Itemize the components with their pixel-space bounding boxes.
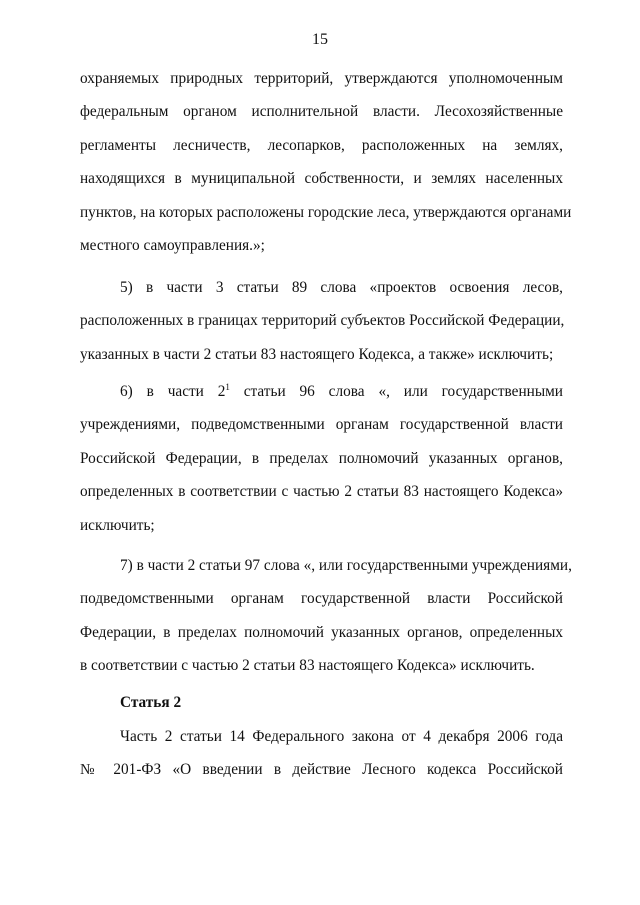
- text-line: Российской Федерации, в пределах полномочий указанных органов,: [80, 449, 563, 467]
- text-line: находящихся в муниципальной собственности, и землях населенных: [80, 170, 563, 188]
- text-line: охраняемых природных территорий, утверждаются уполномоченным: [80, 70, 563, 87]
- paragraph-article-2: [80, 720, 563, 787]
- text-line: 7) в части 2 статьи 97 слова «, или государственными учреждениями,: [120, 557, 572, 574]
- text-line: Часть 2 статьи 14 Федерального закона от 4 декабря 2006 года: [120, 728, 563, 745]
- page-number: 15: [312, 31, 328, 48]
- text-line: 5) в части 3 статьи 89 слова «проектов освоения лесов,: [120, 279, 563, 296]
- text-line: № 201-ФЗ «О введении в действие Лесного кодекса Российской: [80, 761, 563, 779]
- paragraph-continuation: [80, 62, 572, 262]
- text-line: подведомственными органам государственной власти Российской: [80, 590, 563, 608]
- text-line: расположенных в границах территорий субъектов Российской Федерации,: [80, 312, 565, 330]
- text-fragment: 6) в части 2: [120, 383, 226, 400]
- text-line: Федерации, в пределах полномочий указанных органов, определенных: [80, 623, 563, 641]
- superscript: 1: [225, 382, 230, 392]
- article-heading: [80, 686, 563, 719]
- text-line: [80, 375, 563, 408]
- article-title: Статья 2: [120, 694, 182, 711]
- text-line: исключить;: [80, 516, 155, 534]
- text-line: регламенты лесничеств, лесопарков, расположенных на землях,: [80, 136, 563, 154]
- text-line: указанных в части 2 статьи 83 настоящего Кодекса, а также» исключить;: [80, 345, 554, 363]
- text-line: определенных в соответствии с частью 2 статьи 83 настоящего Кодекса»: [80, 483, 563, 501]
- text-fragment: статьи 96 слова «, или государственными: [229, 383, 563, 400]
- paragraph-item-6: [80, 375, 563, 542]
- text-line: федеральным органом исполнительной власти. Лесохозяйственные: [80, 103, 563, 121]
- text-line: пунктов, на которых расположены городские леса, утверждаются органами: [80, 203, 572, 221]
- paragraph-item-7: [80, 549, 572, 683]
- text-line: в соответствии с частью 2 статьи 83 настоящего Кодекса» исключить.: [80, 657, 535, 675]
- text-line: местного самоуправления.»;: [80, 236, 265, 254]
- text-line: учреждениями, подведомственными органам государственной власти: [80, 416, 563, 434]
- paragraph-item-5: [80, 271, 563, 371]
